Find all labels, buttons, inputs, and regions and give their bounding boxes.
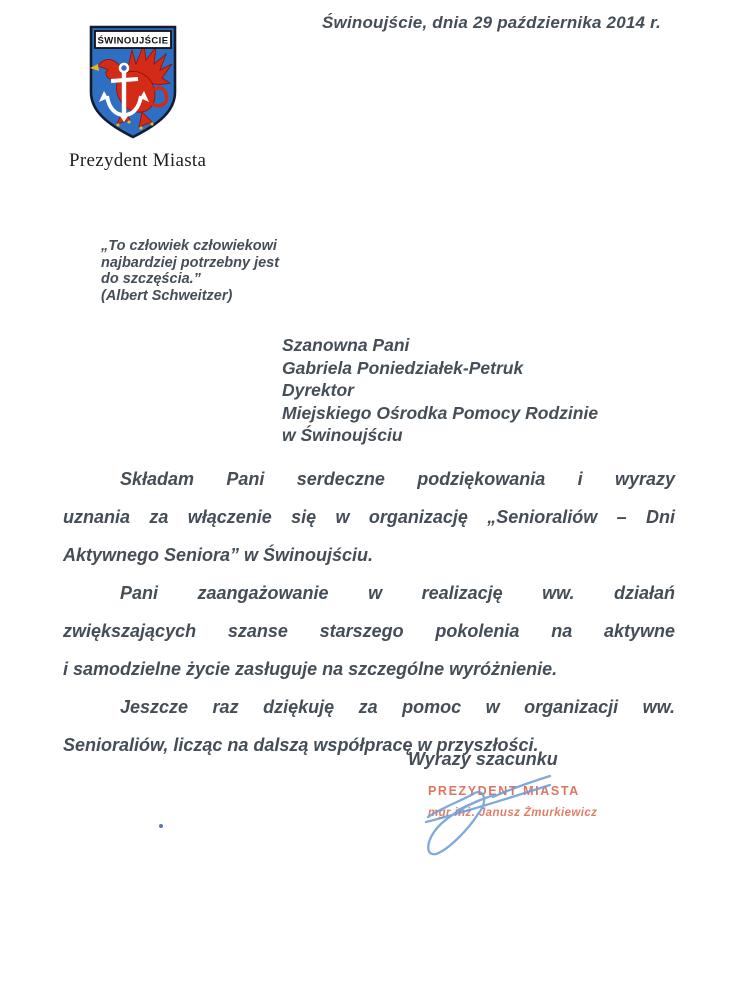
- sender-title: Prezydent Miasta: [69, 150, 207, 171]
- quote-line: do szczęścia.”: [101, 271, 201, 287]
- closing-salutation: Wyrazy szacunku: [408, 749, 558, 769]
- body-line: Składam Pani serdeczne podziękowania i wyrazy: [120, 469, 675, 489]
- body-paragraph: [63, 688, 675, 764]
- body-line: Senioraliów, licząc na dalszą współpracę w przyszłości.: [63, 735, 539, 755]
- body-line: uznania za włączenie się w organizację „Senioraliów – Dni: [63, 507, 675, 527]
- addressee-city: w Świnoujściu: [282, 425, 403, 445]
- body-line: zwiększających szanse starszego pokolenia na aktywne: [63, 621, 675, 641]
- stamp-title: PREZYDENT MIASTA: [428, 784, 580, 798]
- body-line: Jeszcze raz dziękuję za pomoc w organizacji ww.: [120, 697, 675, 717]
- signature-ink: [398, 752, 583, 867]
- addressee-name: Gabriela Poniedziałek-Petruk: [282, 357, 524, 378]
- body-line: Pani zaangażowanie w realizację ww. działań: [120, 583, 675, 603]
- stamp-name: mgr inż. Janusz Żmurkiewicz: [428, 807, 598, 819]
- body-paragraph: [63, 460, 675, 574]
- addressee-institution: Miejskiego Ośrodka Pomocy Rodzinie: [282, 402, 599, 423]
- ink-dot: [159, 824, 163, 828]
- body-paragraph: [63, 574, 675, 688]
- crest-banner: [95, 31, 171, 48]
- addressee-block: [282, 334, 598, 447]
- motto-quote: [101, 238, 279, 304]
- quote-line: „To człowiek człowiekowi: [101, 238, 277, 254]
- body-line: Aktywnego Seniora” w Świnoujściu.: [63, 545, 374, 565]
- date-line: Świnoujście, dnia 29 października 2014 r.: [322, 13, 661, 32]
- quote-line: najbardziej potrzebny jest: [101, 254, 280, 271]
- letter-body: [63, 460, 675, 764]
- quote-attribution: (Albert Schweitzer): [101, 287, 233, 304]
- city-crest: [88, 24, 178, 140]
- body-line: i samodzielne życie zasługuje na szczególne wyróżnienie.: [63, 659, 558, 679]
- addressee-position: Dyrektor: [282, 380, 354, 400]
- addressee-salutation: Szanowna Pani: [282, 335, 410, 355]
- crest-banner-text: ŚWINOUJŚCIE: [97, 35, 169, 47]
